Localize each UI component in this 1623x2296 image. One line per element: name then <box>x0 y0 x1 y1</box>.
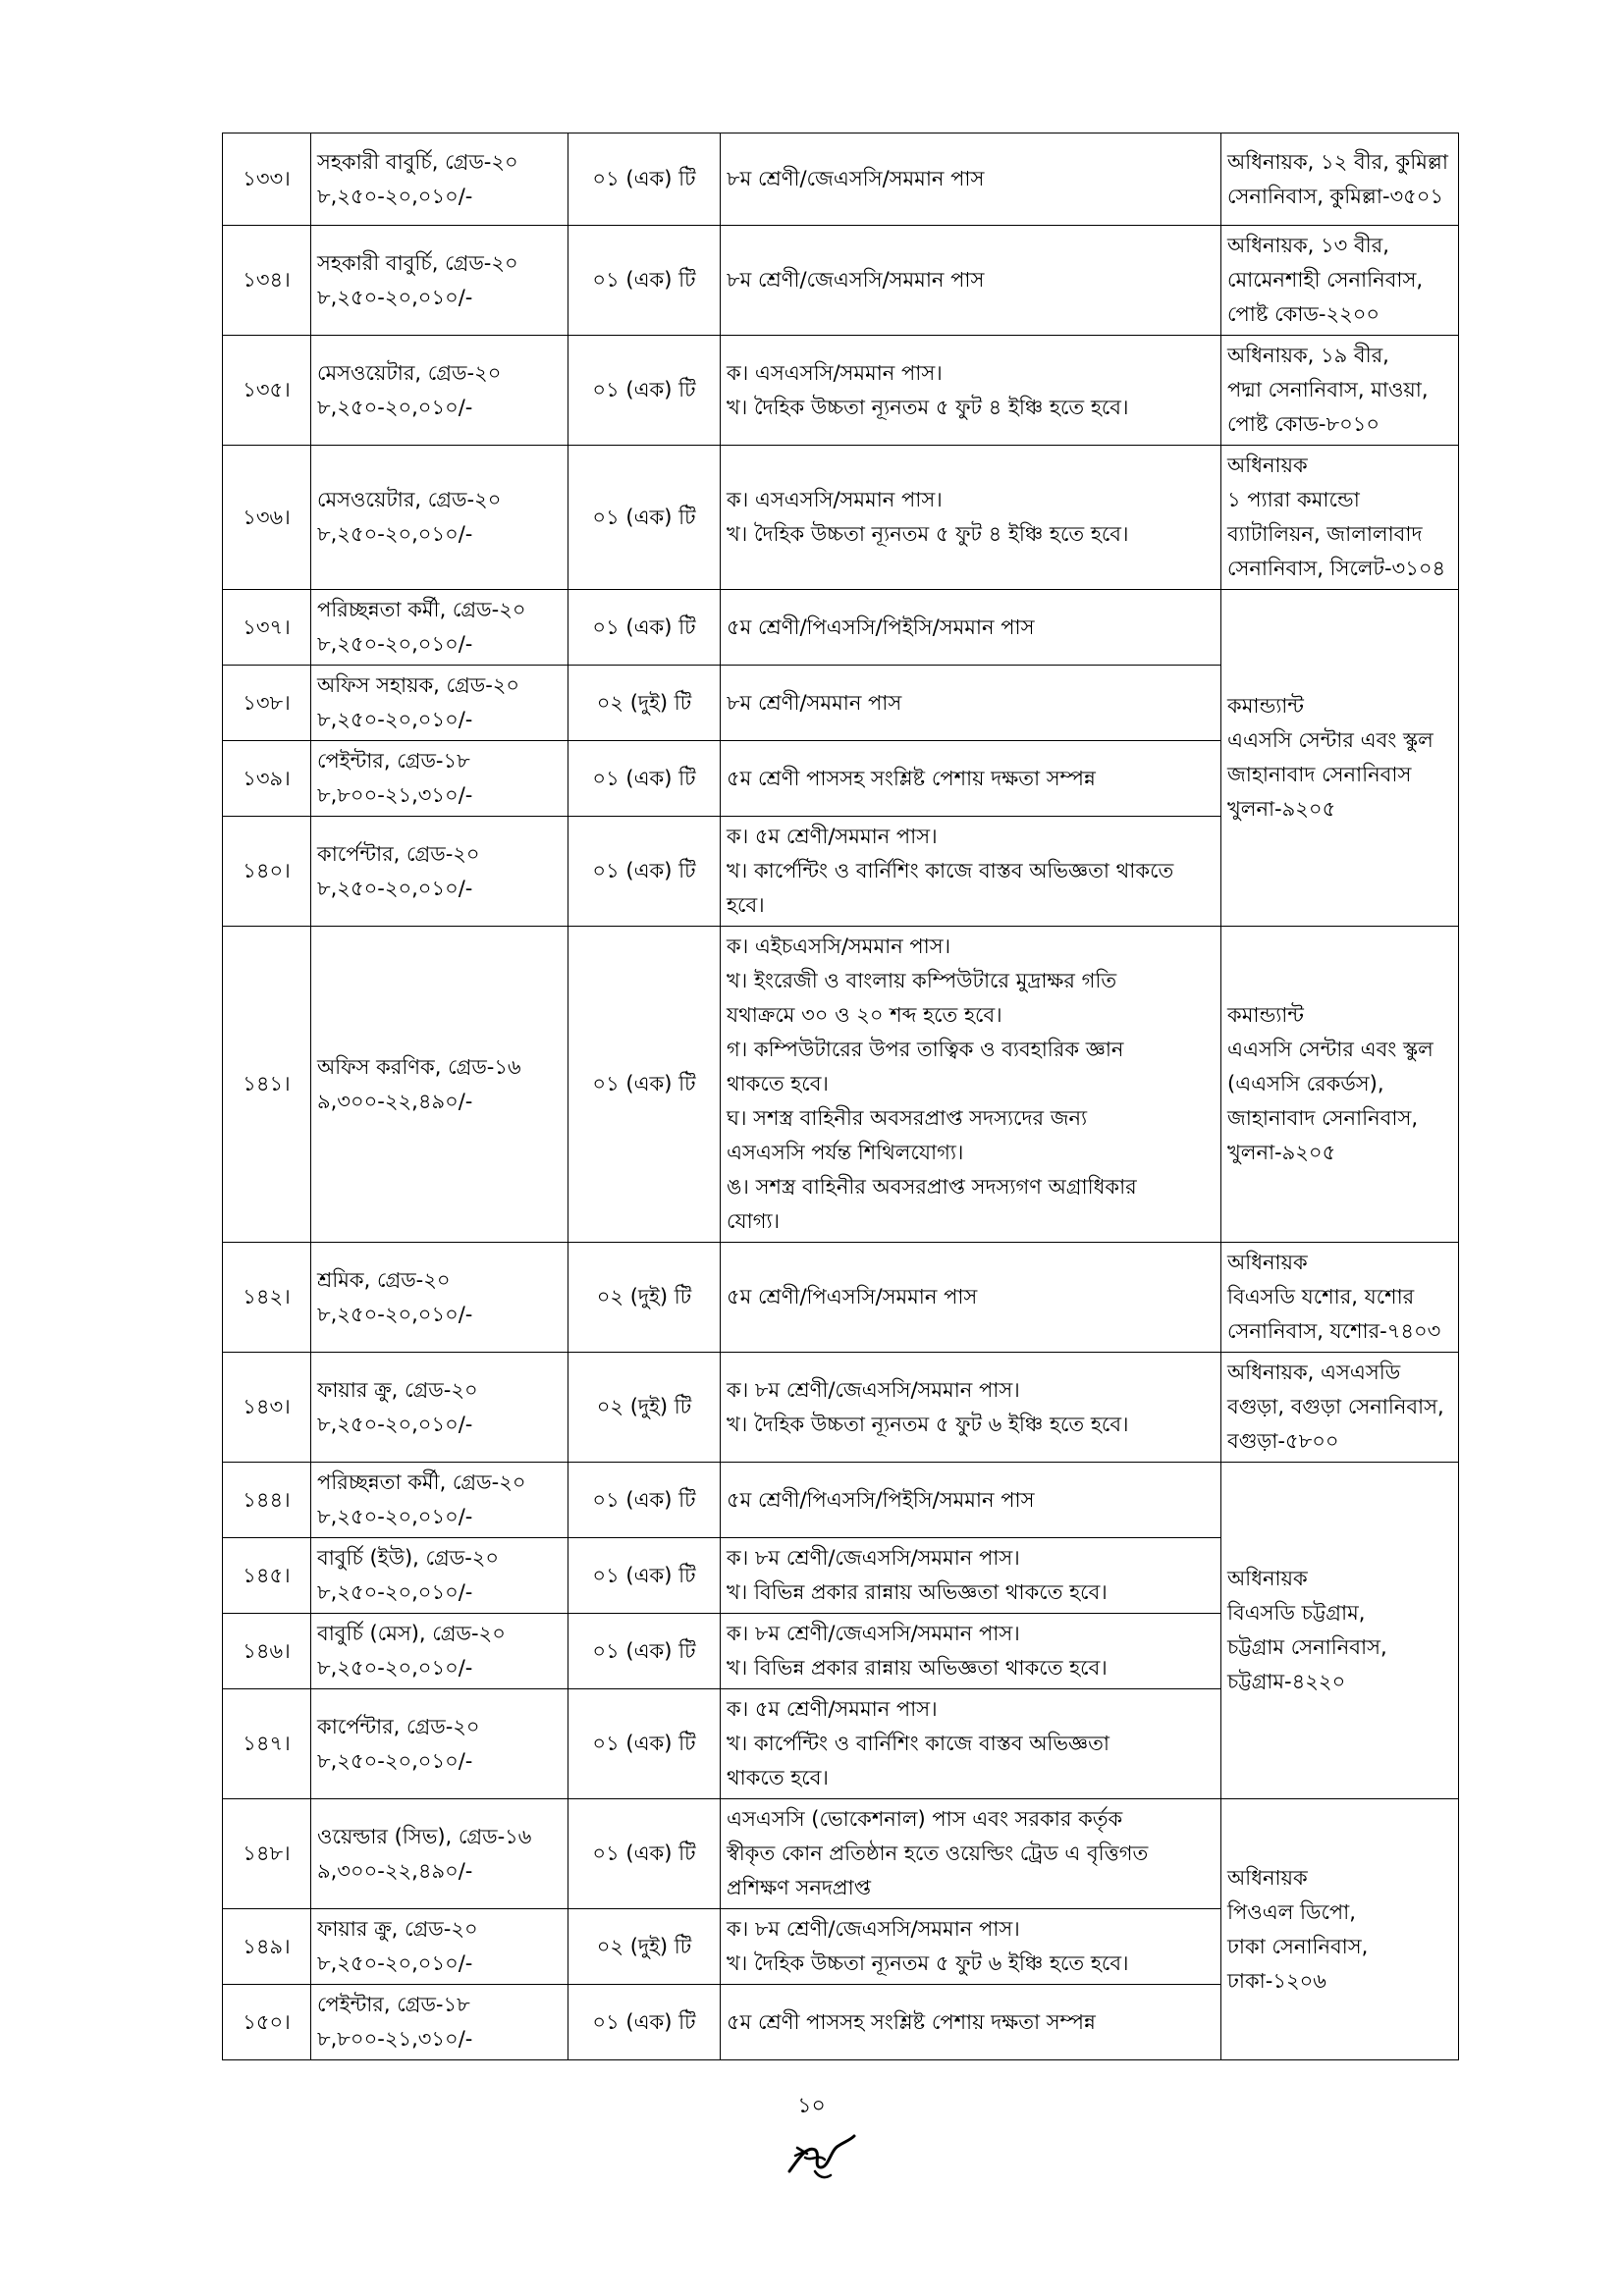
qualification-line: খ। দৈহিক উচ্চতা ন্যূনতম ৫ ফুট ৬ ইঞ্চি হতে হবে। <box>727 1951 1129 1975</box>
serial-number: ১৩৬। <box>223 446 311 590</box>
qualification-cell <box>721 927 1221 1243</box>
post-line: শ্রমিক, গ্রেড-২০ <box>317 1267 451 1292</box>
post-count: ০১ (এক) টি <box>568 741 721 817</box>
serial-number: ১৫০। <box>223 1985 311 2060</box>
qualification-line: ৫ম শ্রেণী পাসসহ সংশ্লিষ্ট পেশায় দক্ষতা সম্পন্ন <box>727 2009 1096 2034</box>
qualification-line: খ। দৈহিক উচ্চতা ন্যূনতম ৫ ফুট ৪ ইঞ্চি হতে হবে। <box>727 522 1129 546</box>
address-cell <box>1221 927 1459 1243</box>
address-cell <box>1221 226 1459 336</box>
address-line: পদ্মা সেনানিবাস, মাওয়া, <box>1227 378 1429 401</box>
address-cell <box>1221 1463 1459 1799</box>
table-row <box>223 1799 1459 1909</box>
address-line: বিএসডি যশোর, যশোর <box>1227 1285 1415 1308</box>
qualification-line: প্রশিক্ষণ সনদপ্রাপ্ত <box>727 1876 871 1899</box>
qualification-line: ৫ম শ্রেণী/পিএসসি/পিইসি/সমমান পাস <box>727 1487 1035 1512</box>
post-count: ০১ (এক) টি <box>568 1538 721 1614</box>
qualification-line: যথাক্রমে ৩০ ও ২০ শব্দ হতে হবে। <box>727 1003 1002 1027</box>
post-line: ৮,২৫০-২০,০১০/- <box>317 876 473 900</box>
table-row <box>223 1463 1459 1538</box>
table-row <box>223 590 1459 666</box>
post-cell <box>311 1689 568 1799</box>
post-count: ০১ (এক) টি <box>568 226 721 336</box>
address-line: বিএসডি চট্টগ্রাম, <box>1227 1601 1366 1625</box>
serial-number: ১৩৯। <box>223 741 311 817</box>
post-line: ৮,২৫০-২০,০১০/- <box>317 184 473 208</box>
post-line: ৮,২৫০-২০,০১০/- <box>317 285 473 309</box>
table-row <box>223 133 1459 226</box>
address-line: এএসসি সেন্টার এবং স্কুল <box>1227 728 1434 752</box>
post-cell <box>311 590 568 666</box>
qualification-line: থাকতে হবে। <box>727 1072 829 1095</box>
post-line: অফিস করণিক, গ্রেড-১৬ <box>317 1054 521 1079</box>
qualification-cell <box>721 133 1221 226</box>
qualification-line: ক। ৫ম শ্রেণী/সমমান পাস। <box>727 1697 938 1721</box>
qualification-line: ক। ৮ম শ্রেণী/জেএসসি/সমমান পাস। <box>727 1917 1020 1941</box>
post-cell <box>311 1614 568 1689</box>
address-cell <box>1221 133 1459 226</box>
qualification-cell <box>721 1538 1221 1614</box>
post-line: ৮,২৫০-২০,০১০/- <box>317 1580 473 1604</box>
qualification-line: ঘ। সশস্ত্র বাহিনীর অবসরপ্রাপ্ত সদস্যদের জন্য <box>727 1106 1088 1130</box>
post-line: বাবুর্চি (ইউ), গ্রেড-২০ <box>317 1546 500 1570</box>
qualification-cell <box>721 1799 1221 1909</box>
qualification-line: থাকতে হবে। <box>727 1766 829 1789</box>
address-line: মোমেনশাহী সেনানিবাস, <box>1227 268 1424 292</box>
post-cell <box>311 1353 568 1463</box>
qualification-line: গ। কম্পিউটারের উপর তাত্বিক ও ব্যবহারিক জ্ঞান <box>727 1038 1124 1061</box>
qualification-line: হবে। <box>727 893 765 917</box>
address-line: বগুড়া, বগুড়া সেনানিবাস, <box>1227 1395 1444 1418</box>
post-line: পরিচ্ছন্নতা কর্মী, গ্রেড-২০ <box>317 1470 526 1494</box>
qualification-line: ক। এইচএসসি/সমমান পাস। <box>727 934 951 958</box>
post-cell <box>311 446 568 590</box>
address-line: ১ প্যারা কমান্ডো <box>1227 488 1360 511</box>
post-count: ০১ (এক) টি <box>568 446 721 590</box>
address-cell <box>1221 1799 1459 2060</box>
post-line: ৮,২৫০-২০,০১০/- <box>317 1656 473 1680</box>
serial-number: ১৪১। <box>223 927 311 1243</box>
post-cell <box>311 1909 568 1985</box>
post-line: ৮,২৫০-২০,০১০/- <box>317 632 473 656</box>
post-count: ০১ (এক) টি <box>568 1985 721 2060</box>
qualification-line: ক। ৮ম শ্রেণী/জেএসসি/সমমান পাস। <box>727 1622 1020 1645</box>
address-line: জাহানাবাদ সেনানিবাস, <box>1227 1106 1418 1130</box>
post-count: ০১ (এক) টি <box>568 336 721 446</box>
qualification-line: স্বীকৃত কোন প্রতিষ্ঠান হতে ওয়েল্ডিং ট্রেড এ বৃত্তিগত <box>727 1842 1149 1865</box>
table-row <box>223 336 1459 446</box>
qualification-line: খ। দৈহিক উচ্চতা ন্যূনতম ৫ ফুট ৬ ইঞ্চি হতে হবে। <box>727 1412 1129 1436</box>
address-line: চট্টগ্রাম-৪২২০ <box>1227 1670 1346 1693</box>
qualification-cell <box>721 226 1221 336</box>
post-count: ০২ (দুই) টি <box>568 666 721 741</box>
post-line: ৮,২৫০-২০,০১০/- <box>317 1412 473 1436</box>
qualification-line: ৫ম শ্রেণী/পিএসসি/পিইসি/সমমান পাস <box>727 614 1035 639</box>
qualification-line: ক। এসএসসি/সমমান পাস। <box>727 488 943 511</box>
qualification-line: ক। ৫ম শ্রেণী/সমমান পাস। <box>727 825 938 848</box>
address-line: বগুড়া-৫৮০০ <box>1227 1429 1339 1453</box>
post-line: ৮,৮০০-২১,৩১০/- <box>317 2027 473 2051</box>
serial-number: ১৩৫। <box>223 336 311 446</box>
address-cell <box>1221 336 1459 446</box>
serial-number: ১৪৩। <box>223 1353 311 1463</box>
address-cell <box>1221 590 1459 927</box>
address-line: পোষ্ট কোড-২২০০ <box>1227 302 1380 326</box>
table-body <box>223 133 1459 2060</box>
post-line: ফায়ার ক্রু, গ্রেড-২০ <box>317 1377 478 1402</box>
serial-number: ১৪৫। <box>223 1538 311 1614</box>
post-line: ৮,২৫০-২০,০১০/- <box>317 1302 473 1326</box>
qualification-line: এসএসসি (ভোকেশনাল) পাস এবং সরকার কর্তৃক <box>727 1807 1123 1831</box>
qualification-line: ক। ৮ম শ্রেণী/জেএসসি/সমমান পাস। <box>727 1546 1020 1570</box>
post-line: মেসওয়েটার, গ্রেড-২০ <box>317 360 502 385</box>
qualification-cell <box>721 590 1221 666</box>
serial-number: ১৪৪। <box>223 1463 311 1538</box>
post-line: অফিস সহায়ক, গ্রেড-২০ <box>317 673 520 697</box>
qualification-cell <box>721 1614 1221 1689</box>
qualification-line: খ। কার্পেন্টিং ও বার্নিশিং কাজে বাস্তব অভিজ্ঞতা <box>727 1732 1110 1755</box>
post-cell <box>311 1538 568 1614</box>
post-cell <box>311 226 568 336</box>
post-line: ফায়ার ক্রু, গ্রেড-২০ <box>317 1917 478 1941</box>
post-line: পেইন্টার, গ্রেড-১৮ <box>317 749 470 773</box>
post-count: ০১ (এক) টি <box>568 1689 721 1799</box>
serial-number: ১৪৭। <box>223 1689 311 1799</box>
qualification-cell <box>721 336 1221 446</box>
table-row <box>223 446 1459 590</box>
qualification-cell <box>721 1463 1221 1538</box>
post-line: বাবুর্চি (মেস), গ্রেড-২০ <box>317 1622 506 1645</box>
qualification-line: খ। দৈহিক উচ্চতা ন্যূনতম ৫ ফুট ৪ ইঞ্চি হতে হবে। <box>727 395 1129 419</box>
address-line: সেনানিবাস, যশোর-৭৪০৩ <box>1227 1319 1441 1343</box>
address-line: ঢাকা সেনানিবাস, <box>1227 1934 1369 1958</box>
post-cell <box>311 133 568 226</box>
post-cell <box>311 336 568 446</box>
qualification-line: এসএসসি পর্যন্ত শিথিলযোগ্য। <box>727 1141 964 1164</box>
serial-number: ১৪০। <box>223 817 311 927</box>
qualification-line: ৮ম শ্রেণী/জেএসসি/সমমান পাস <box>727 268 985 292</box>
address-line: কমান্ড্যান্ট <box>1227 694 1304 718</box>
address-line: ব্যাটালিয়ন, জালালাবাদ <box>1227 522 1423 546</box>
serial-number: ১৩৪। <box>223 226 311 336</box>
qualification-cell <box>721 1985 1221 2060</box>
post-cell <box>311 666 568 741</box>
post-count: ০২ (দুই) টি <box>568 1909 721 1985</box>
post-line: ৮,২৫০-২০,০১০/- <box>317 1505 473 1528</box>
address-line: কমান্ড্যান্ট <box>1227 1003 1304 1027</box>
post-line: ৮,২৫০-২০,০১০/- <box>317 708 473 731</box>
post-line: ৮,২৫০-২০,০১০/- <box>317 1951 473 1975</box>
qualification-line: ৮ম শ্রেণী/জেএসসি/সমমান পাস <box>727 167 985 190</box>
post-count: ০১ (এক) টি <box>568 133 721 226</box>
serial-number: ১৪৬। <box>223 1614 311 1689</box>
post-line: মেসওয়েটার, গ্রেড-২০ <box>317 488 502 511</box>
post-count: ০১ (এক) টি <box>568 1614 721 1689</box>
post-line: পেইন্টার, গ্রেড-১৮ <box>317 1993 470 2016</box>
address-line: অধিনায়ক <box>1227 1865 1308 1890</box>
qualification-line: খ। কার্পেন্টিং ও বার্নিশিং কাজে বাস্তব অভিজ্ঞতা থাকতে <box>727 859 1174 882</box>
post-line: ওয়েল্ডার (সিভ), গ্রেড-১৬ <box>317 1824 532 1848</box>
address-line: সেনানিবাস, কুমিল্লা-৩৫০১ <box>1227 184 1444 208</box>
address-line: (এএসসি রেকর্ডস), <box>1227 1072 1384 1095</box>
address-line: জাহানাবাদ সেনানিবাস <box>1227 763 1412 786</box>
address-cell <box>1221 1243 1459 1353</box>
post-cell <box>311 1985 568 2060</box>
address-line: অধিনায়ক, এসএসডি <box>1227 1361 1401 1384</box>
post-count: ০১ (এক) টি <box>568 590 721 666</box>
post-count: ০১ (এক) টি <box>568 1799 721 1909</box>
address-line: অধিনায়ক <box>1227 1567 1308 1590</box>
post-count: ০১ (এক) টি <box>568 1463 721 1538</box>
qualification-cell <box>721 666 1221 741</box>
table-row <box>223 1353 1459 1463</box>
post-cell <box>311 1243 568 1353</box>
post-line: কার্পেন্টার, গ্রেড-২০ <box>317 1714 480 1738</box>
qualification-line: ৮ম শ্রেণী/সমমান পাস <box>727 690 902 715</box>
post-line: ৮,২৫০-২০,০১০/- <box>317 1748 473 1773</box>
qualification-line: খ। বিভিন্ন প্রকার রান্নায় অভিজ্ঞতা থাকতে হবে। <box>727 1656 1108 1680</box>
post-cell <box>311 927 568 1243</box>
qualification-line: ক। ৮ম শ্রেণী/জেএসসি/সমমান পাস। <box>727 1377 1020 1402</box>
qualification-cell <box>721 446 1221 590</box>
qualification-cell <box>721 1689 1221 1799</box>
post-line: ৯,৩০০-২২,৪৯০/- <box>317 1089 473 1113</box>
qualification-line: ৫ম শ্রেণী/পিএসসি/সমমান পাস <box>727 1285 978 1308</box>
address-line: চট্টগ্রাম সেনানিবাস, <box>1227 1635 1387 1659</box>
post-cell <box>311 817 568 927</box>
post-line: ৯,৩০০-২২,৪৯০/- <box>317 1858 473 1883</box>
address-cell <box>1221 446 1459 590</box>
table-row <box>223 1243 1459 1353</box>
qualification-cell <box>721 1353 1221 1463</box>
address-line: এএসসি সেন্টার এবং স্কুল <box>1227 1038 1434 1061</box>
serial-number: ১৩৭। <box>223 590 311 666</box>
qualification-line: ৫ম শ্রেণী পাসসহ সংশ্লিষ্ট পেশায় দক্ষতা সম্পন্ন <box>727 766 1096 790</box>
address-line: অধিনায়ক <box>1227 1251 1308 1274</box>
post-line: ৮,২৫০-২০,০১০/- <box>317 522 473 546</box>
address-line: পোষ্ট কোড-৮০১০ <box>1227 412 1380 436</box>
qualification-line: ঙ। সশস্ত্র বাহিনীর অবসরপ্রাপ্ত সদস্যগণ অগ্রাধিকার <box>727 1175 1137 1199</box>
qualification-line: খ। বিভিন্ন প্রকার রান্নায় অভিজ্ঞতা থাকতে হবে। <box>727 1580 1108 1604</box>
serial-number: ১৩৮। <box>223 666 311 741</box>
address-line: অধিনায়ক, ১২ বীর, কুমিল্লা <box>1227 149 1448 174</box>
address-line: খুলনা-৯২০৫ <box>1227 797 1336 821</box>
post-count: ০২ (দুই) টি <box>568 1243 721 1353</box>
qualification-line: যোগ্য। <box>727 1209 781 1233</box>
table-row <box>223 927 1459 1243</box>
qualification-line: খ। ইংরেজী ও বাংলায় কম্পিউটারে মুদ্রাক্ষর গতি <box>727 969 1117 992</box>
serial-number: ১৪৯। <box>223 1909 311 1985</box>
address-line: সেনানিবাস, সিলেট-৩১০৪ <box>1227 557 1446 580</box>
qualification-cell <box>721 741 1221 817</box>
post-cell <box>311 1463 568 1538</box>
table-row <box>223 226 1459 336</box>
post-line: ৮,২৫০-২০,০১০/- <box>317 395 473 419</box>
post-line: পরিচ্ছন্নতা কর্মী, গ্রেড-২০ <box>317 598 526 621</box>
address-line: পিওএল ডিপো, <box>1227 1899 1356 1924</box>
address-line: ঢাকা-১২০৬ <box>1227 1968 1326 1993</box>
qualification-cell <box>721 1909 1221 1985</box>
address-line: খুলনা-৯২০৫ <box>1227 1141 1336 1164</box>
qualification-cell <box>721 1243 1221 1353</box>
post-line: সহকারী বাবুর্চি, গ্রেড-২০ <box>317 149 518 174</box>
address-line: অধিনায়ক, ১৯ বীর, <box>1227 344 1389 367</box>
post-cell <box>311 741 568 817</box>
post-cell <box>311 1799 568 1909</box>
vacancy-table <box>222 133 1459 2060</box>
post-count: ০১ (এক) টি <box>568 927 721 1243</box>
post-count: ০২ (দুই) টি <box>568 1353 721 1463</box>
serial-number: ১৪২। <box>223 1243 311 1353</box>
signature-mark <box>785 2128 858 2183</box>
page-number: ১০ <box>797 2094 826 2118</box>
post-line: কার্পেন্টার, গ্রেড-২০ <box>317 841 480 866</box>
serial-number: ১৩৩। <box>223 133 311 226</box>
post-count: ০১ (এক) টি <box>568 817 721 927</box>
address-line: অধিনায়ক, ১৩ বীর, <box>1227 234 1389 257</box>
qualification-line: ক। এসএসসি/সমমান পাস। <box>727 360 943 385</box>
qualification-cell <box>721 817 1221 927</box>
post-line: ৮,৮০০-২১,৩১০/- <box>317 783 473 807</box>
address-cell <box>1221 1353 1459 1463</box>
post-line: সহকারী বাবুর্চি, গ্রেড-২০ <box>317 250 518 275</box>
address-line: অধিনায়ক <box>1227 454 1308 477</box>
serial-number: ১৪৮। <box>223 1799 311 1909</box>
